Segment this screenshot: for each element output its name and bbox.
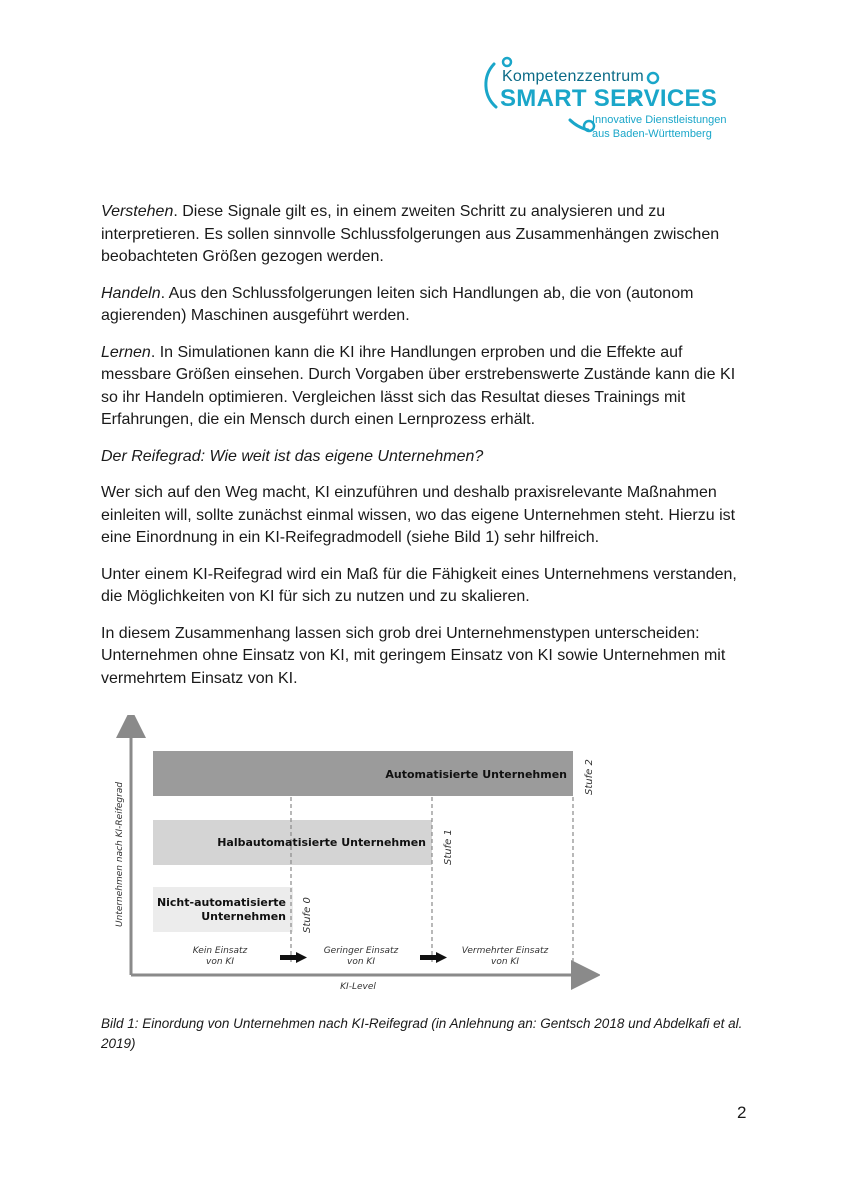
paragraph-reifegrad-intro: Wer sich auf den Weg macht, KI einzuführen und deshalb praxisrelevante Maßnahmen einleiten will, sollte zunächst einmal wissen, wo das eigene Unternehmen steht. Hierzu ist eine Einordnung in ein KI-Reifegradmodell (siehe Bild 1) sehr hilfreich.: [101, 484, 736, 546]
arrow-right-icon: [280, 952, 307, 963]
paragraph-reifegrad-definition: Unter einem KI-Reifegrad wird ein Maß für die Fähigkeit eines Unternehmens verstanden, die Möglichkeiten von KI für sich zu nutzen und zu skalieren.: [101, 565, 737, 605]
figure-caption: Bild 1: Einordung von Unternehmen nach KI-Reifegrad (in Anlehnung an: Gentsch 2018 und Abdelkafi et al. 2019): [101, 1016, 743, 1051]
page-number: 2: [737, 1103, 747, 1122]
paragraph-handeln: [101, 283, 751, 328]
label-halbautomatisierte: Halbautomatisierte Unternehmen: [217, 836, 426, 849]
col-kein-einsatz-2: von KI: [206, 957, 234, 967]
label-automatisierte: Automatisierte Unternehmen: [385, 768, 567, 781]
logo-tagline-1: Innovative Dienstleistungen: [592, 114, 727, 126]
term-verstehen: Verstehen: [101, 203, 174, 220]
col-geringer-einsatz-1: Geringer Einsatz: [323, 946, 399, 956]
logo-line-smart-services: SMART SERVICES: [500, 85, 718, 112]
term-lernen: Lernen: [101, 343, 151, 361]
label-nicht-automatisierte-1: Nicht-automatisierte: [156, 896, 286, 909]
company-logo: [482, 52, 762, 142]
text-lernen: . In Simulationen kann die KI ihre Handlungen erproben und die Effekte auf messbare Größen einsehen. Durch Vorgaben über erstrebenswerte Zustände kann die KI so ihr Handeln optimieren. Vergleichen lässt sich das Resultat dieses Trainings mit Erfahrungen, die ein Mensch durch einen Lernprozess erhält.: [101, 343, 736, 428]
paragraph-verstehen: [101, 201, 751, 269]
maturity-diagram: [100, 715, 600, 995]
term-handeln: Handeln: [101, 284, 161, 302]
text-verstehen: . Diese Signale gilt es, in einem zweiten Schritt zu analysieren und zu interpretieren. Es sollen sinnvolle Schlussfolgerungen aus Zusammenhängen zwischen beobachteten Größen gezogen werden.: [101, 203, 720, 265]
col-kein-einsatz-1: Kein Einsatz: [192, 946, 248, 956]
col-geringer-einsatz-2: von KI: [347, 957, 375, 967]
maturity-figure: [100, 715, 600, 995]
body-text: [101, 201, 751, 704]
section-heading: [101, 446, 751, 469]
label-stufe-2: Stufe 2: [584, 759, 595, 795]
logo-tagline-2: aus Baden-Württemberg: [592, 128, 712, 140]
logo-line-kompetenzzentrum: Kompetenzzentrum: [502, 68, 644, 85]
text-handeln: . Aus den Schlussfolgerungen leiten sich Handlungen ab, die von (autonom agierenden) Maschinen ausgeführt werden.: [101, 284, 694, 324]
paragraph-lernen: [101, 342, 751, 432]
arrow-right-icon: [420, 952, 447, 963]
logo-tagline: [592, 113, 727, 141]
label-stufe-1: Stufe 1: [443, 829, 454, 865]
x-axis-label: KI-Level: [340, 982, 376, 992]
col-vermehrter-einsatz-1: Vermehrter Einsatz: [461, 946, 549, 956]
y-axis-label: Unternehmen nach KI-Reifegrad: [115, 781, 125, 927]
heading-text: Der Reifegrad: Wie weit ist das eigene Unternehmen?: [101, 447, 484, 465]
col-vermehrter-einsatz-2: von KI: [491, 957, 519, 967]
label-nicht-automatisierte-2: Unternehmen: [201, 910, 286, 923]
label-stufe-0: Stufe 0: [302, 897, 313, 933]
paragraph-unternehmenstypen: In diesem Zusammenhang lassen sich grob drei Unternehmenstypen unterscheiden: Unternehmen ohne Einsatz von KI, mit geringem Einsatz von KI sowie Unternehmen mit vermehrtem Einsatz von KI.: [101, 624, 726, 687]
